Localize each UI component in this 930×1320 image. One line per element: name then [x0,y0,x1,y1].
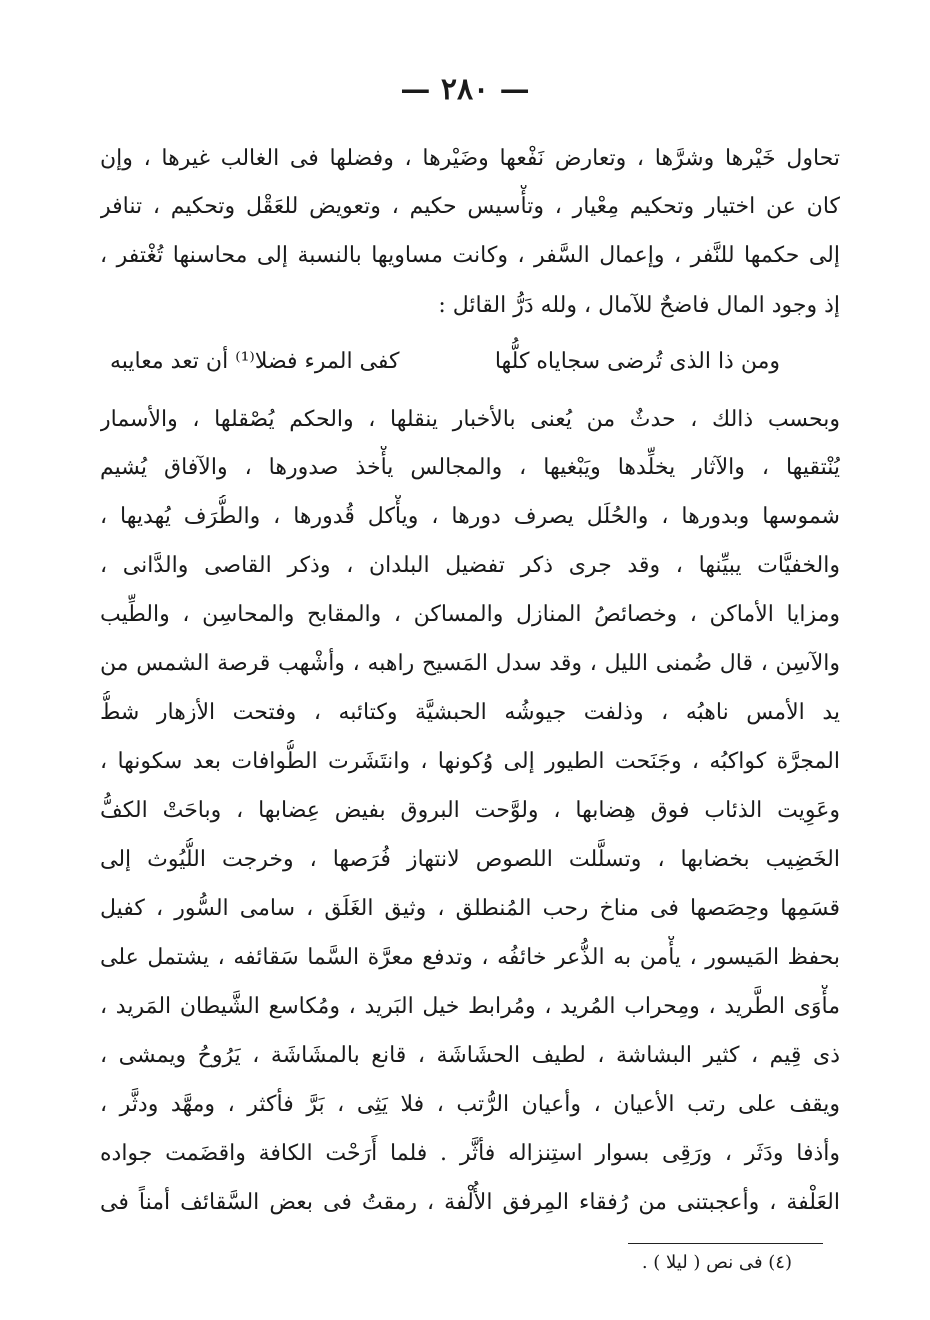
text-line: الخَضِيب بخضابها ، وتسلَّلت اللصوص لانتهاز فُرَصها ، وخرجت اللُّيُوث إلى [100,847,840,872]
text-line: شموسها وبدورها ، والحُلَل يصرف دورها ، ويأْكل قُدورها ، والطُّرَف يُهديها ، [100,504,840,529]
poetry-verse [100,340,800,384]
text-line: كان عن اختيار وتحكيم مِعْيار ، وتأْسيس حكيم ، وتعويض للعَقْل وتحكيم ، تنافر [100,194,840,219]
text-line: وعَوِيت الذئاب فوق هِضابها ، ولوَّحت البروق بفيض عِضابها ، وباحَتْ الكفُّ [100,798,840,823]
footnote-divider [628,1243,823,1244]
text-line: والخفيَّات يبيِّنها ، وقد جرى ذكر تفضيل البلدان ، وذكر القاصى والدَّانى ، [100,553,840,578]
text-line: يُنْتقيها ، والآثار يخلِّدها ويَبْغيها ، والمجالس يأْخذ صدورها ، والآفاق يُشيم [100,455,840,480]
verse-second-hemistich: كفى المرء فضلا⁽¹⁾ أن تعد معايبه [110,349,400,374]
text-line: وأذفا ودَثَر ، ورَقِى بسوار استِنزاله فأثَّر . فلما أَرَحْت الكافة واقضَمت جواده [100,1141,840,1166]
text-line: تحاول خَيْرها وشرَّها ، وتعارض نَفْعها وضَيْرها ، وفضلها فى الغالب غيرها ، وإن [100,146,840,171]
text-line: ومزايا الأماكن ، وخصائصُ المنازل والمساكن ، والمقابح والمحاسِن ، والطِّيب [100,602,840,627]
verse-first-hemistich: ومن ذا الذى تُرضى سجاياه كلُّها [494,349,780,374]
text-line: يد الأمس ناهبُه ، وذلفت جيوشُه الحبشيَّة وكتائبه ، وفتحت الأزهار شطُّ [100,700,840,725]
text-line: والآسِن ، قال ضُمنى الليل ، وقد سدل المَسيح راهبه ، وأشْهب قرصة الشمس من [100,651,840,676]
text-line: ويقف على رتب الأعيان ، وأعيان الرُّتب ، فلا يَثِى ، بَرَّ فأكثر ، ومهَّد ودثَّر ، [100,1092,840,1117]
text-line: إذ وجود المال فاضحٌ للآمال ، ولله دَرُّ القائل : [438,293,840,318]
text-line: ذى قِيم ، كثير البشاشة ، لطيف الحشَاشَة ، قانع بالمشَاشَة ، يَرُوحُ ويمشى ، [100,1043,840,1068]
text-line: مأْوَى الطَّريد ، ومِحراب المُريد ، ومُرابط خيل البَريد ، ومُكاسع الشَّيطان المَريد ، [100,994,840,1019]
text-line: بحفظ المَيسور ، يأْمن به الذُّعر خائفُه ، وتدفع معرَّة السَّما سَقائفه ، يشتمل على [100,945,840,970]
footnote: (٤) فى نص ( ليلا ) . [641,1252,792,1273]
text-line: قسَمِها وحِصَصها فى مناخ رحب المُنطلق ، وثيق الغَلَق ، سامى السُّور ، كفيل [100,896,840,921]
text-line: العَلْفة ، وأعجبتنى من رُفقاء المِرفق الأُلْفة ، رمقتُ فى بعض السَّقائف أمناً فى [100,1190,840,1215]
text-line: المجرَّة كواكبُه ، وجَنَحت الطيور إلى وُكونها ، وانتَشَرت الطُّوافات بعد سكونها ، [100,749,840,774]
text-line: إلى حكمها للنَّفر ، وإعمال السَّفر ، وكانت مساويها بالنسبة إلى محاسنها تُغْتفر ، [100,243,840,268]
text-line: وبحسب ذالك ، حدثٌ من يُعنى بالأخبار ينقلها ، والحكم يُصْقلها ، والأسمار [100,407,840,432]
page-number: — ٢٨٠ — [400,72,530,107]
